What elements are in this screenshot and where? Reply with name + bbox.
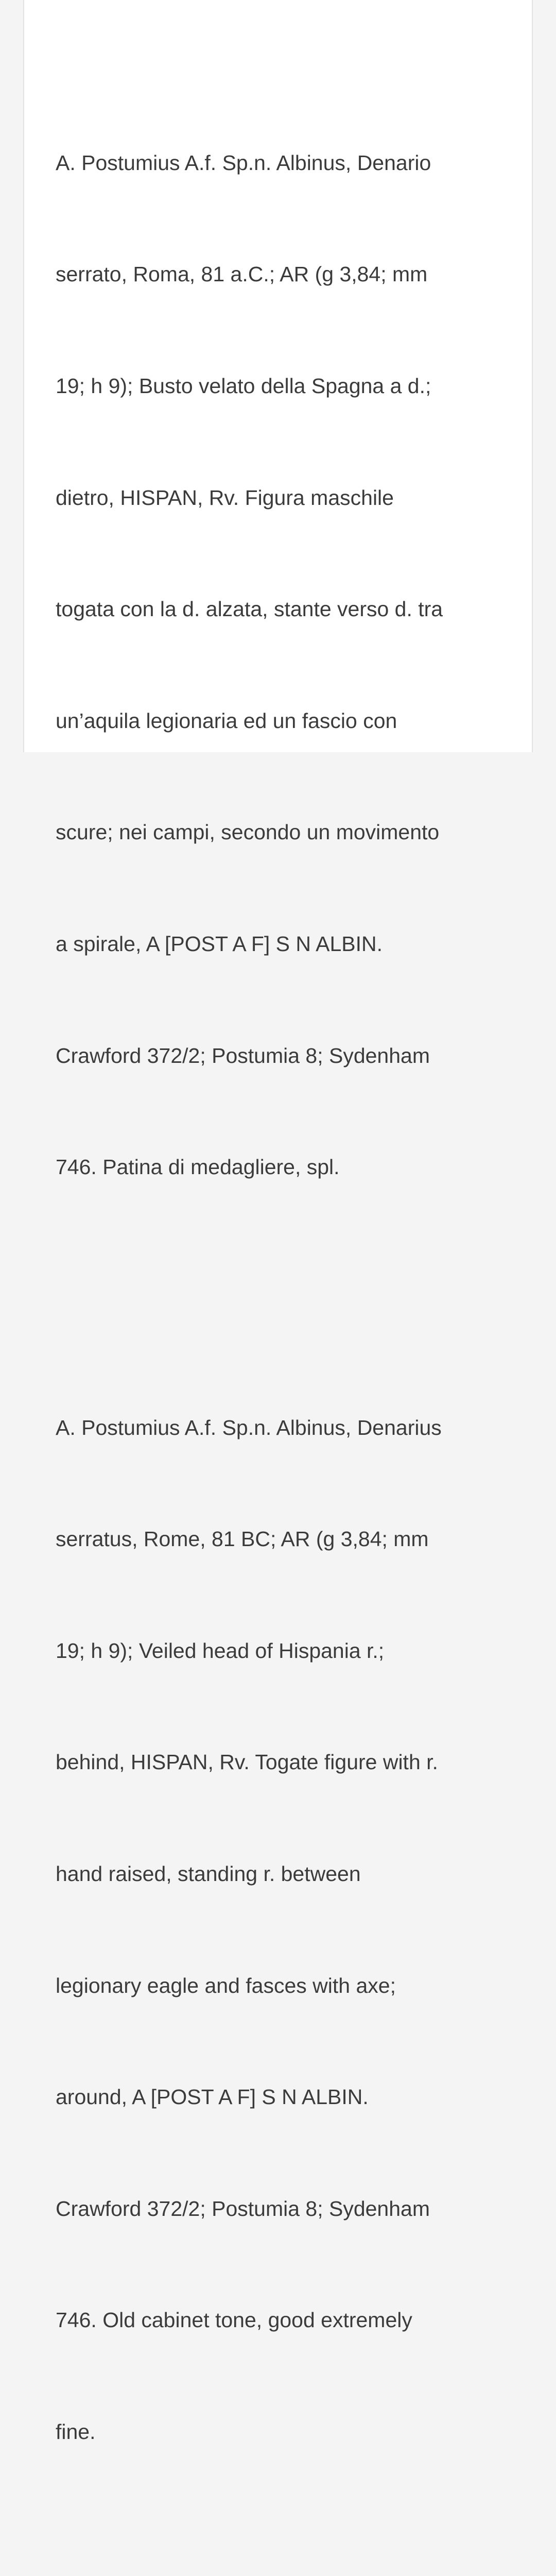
italian-line: scure; nei campi, secondo un movimento (56, 820, 440, 844)
english-line: A. Postumius A.f. Sp.n. Albinus, Denarius (56, 1415, 442, 1439)
italian-line: 746. Patina di medagliere, spl. (56, 1155, 340, 1179)
italian-line: serrato, Roma, 81 a.C.; AR (g 3,84; mm (56, 262, 428, 286)
italian-line: dietro, HISPAN, Rv. Figura maschile (56, 485, 394, 510)
italian-line: 19; h 9); Busto velato della Spagna a d.; (56, 374, 431, 398)
italian-line: A. Postumius A.f. Sp.n. Albinus, Denario (56, 150, 431, 175)
lot-description (56, 0, 519, 2576)
english-line: 746. Old cabinet tone, good extremely (56, 2308, 412, 2332)
english-line: 19; h 9); Veiled head of Hispania r.; (56, 1638, 385, 1663)
italian-line: a spirale, A [POST A F] S N ALBIN. (56, 931, 383, 956)
english-line: legionary eagle and fasces with axe; (56, 1973, 396, 1997)
english-line: behind, HISPAN, Rv. Togate figure with r. (56, 1750, 438, 1774)
english-description (56, 1334, 519, 2524)
italian-description (56, 70, 519, 1260)
english-line: hand raised, standing r. between (56, 1861, 361, 1886)
english-line: fine. (56, 2419, 96, 2444)
italian-line: un’aquila legionaria ed un fascio con (56, 708, 397, 733)
english-line: Crawford 372/2; Postumia 8; Sydenham (56, 2196, 430, 2221)
italian-line: togata con la d. alzata, stante verso d. tra (56, 597, 443, 621)
english-line: serratus, Rome, 81 BC; AR (g 3,84; mm (56, 1527, 429, 1551)
english-line: around, A [POST A F] S N ALBIN. (56, 2085, 369, 2109)
italian-line: Crawford 372/2; Postumia 8; Sydenham (56, 1043, 430, 1067)
